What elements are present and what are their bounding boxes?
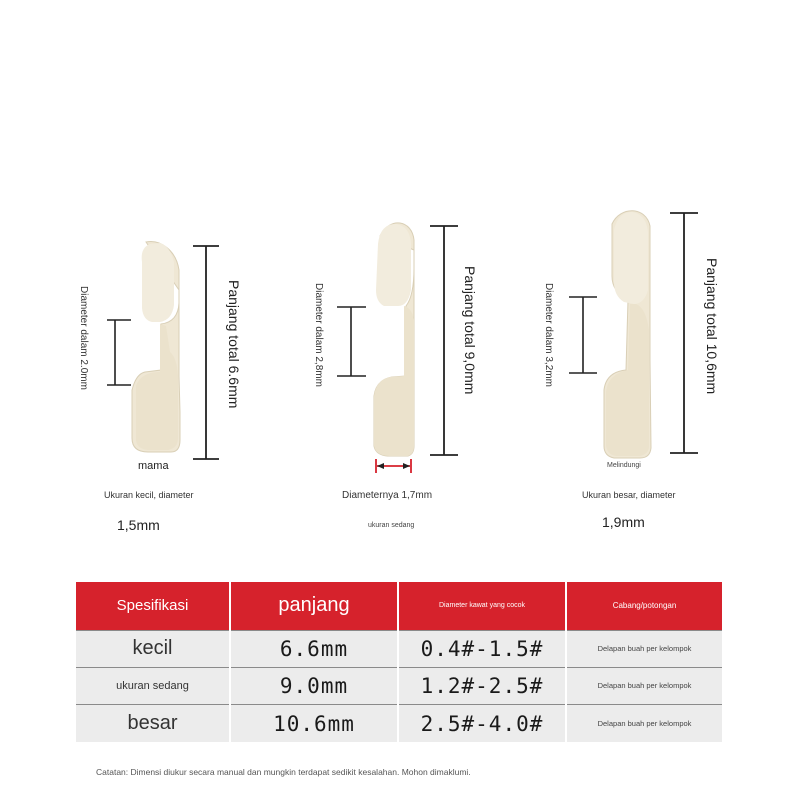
row-pieces: Delapan buah per kelompok xyxy=(566,667,722,704)
piece-small xyxy=(107,242,219,459)
large-extra-label: Melindungi xyxy=(607,462,641,469)
large-caption-line2: 1,9mm xyxy=(602,514,645,530)
row-pieces: Delapan buah per kelompok xyxy=(566,705,722,742)
piece-large xyxy=(569,211,698,458)
footnote: Catatan: Dimensi diukur secara manual dan mungkin terdapat sedikit kesalahan. Mohon dimaklumi. xyxy=(96,767,471,777)
row-wire-diameter: 1.2#-2.5# xyxy=(398,667,566,704)
spec-table xyxy=(76,582,722,742)
header-spesifikasi: Spesifikasi xyxy=(76,582,230,630)
large-length-label: Panjang total 10,6mm xyxy=(704,258,720,395)
row-size: besar xyxy=(76,705,230,742)
small-caption-line1: Ukuran kecil, diameter xyxy=(104,490,194,500)
table-row xyxy=(76,705,722,742)
row-wire-diameter: 0.4#-1.5# xyxy=(398,630,566,667)
medium-length-label: Panjang total 9,0mm xyxy=(462,266,478,395)
row-wire-diameter: 2.5#-4.0# xyxy=(398,705,566,742)
row-length: 10.6mm xyxy=(230,705,398,742)
header-cabang: Cabang/potongan xyxy=(612,601,677,611)
header-panjang: panjang xyxy=(230,582,398,630)
small-extra-label: mama xyxy=(138,460,169,472)
medium-caption-line1: ukuran sedang xyxy=(368,522,415,529)
piece-medium xyxy=(337,223,458,473)
large-caption-line1: Ukuran besar, diameter xyxy=(582,490,676,500)
row-length: 6.6mm xyxy=(230,630,398,667)
large-inner-diam-label: Diameter dalam 3,2mm xyxy=(543,283,554,387)
small-length-label: Panjang total 6.6mm xyxy=(226,280,242,409)
row-size: kecil xyxy=(76,630,230,667)
row-size: ukuran sedang xyxy=(76,667,230,704)
header-diameter-kawat: Diameter kawat yang cocok xyxy=(398,582,566,630)
table-row xyxy=(76,630,722,667)
medium-diameternya-label: Diameternya 1,7mm xyxy=(342,490,433,501)
medium-inner-diam-label: Diameter dalam 2,8mm xyxy=(313,283,324,387)
table-header-row xyxy=(76,582,722,630)
table-row xyxy=(76,667,722,704)
small-inner-diam-label: Diameter dalam 2.0mm xyxy=(78,286,89,390)
row-length: 9.0mm xyxy=(230,667,398,704)
row-pieces: Delapan buah per kelompok xyxy=(566,630,722,667)
small-caption-line2: 1,5mm xyxy=(117,517,160,533)
